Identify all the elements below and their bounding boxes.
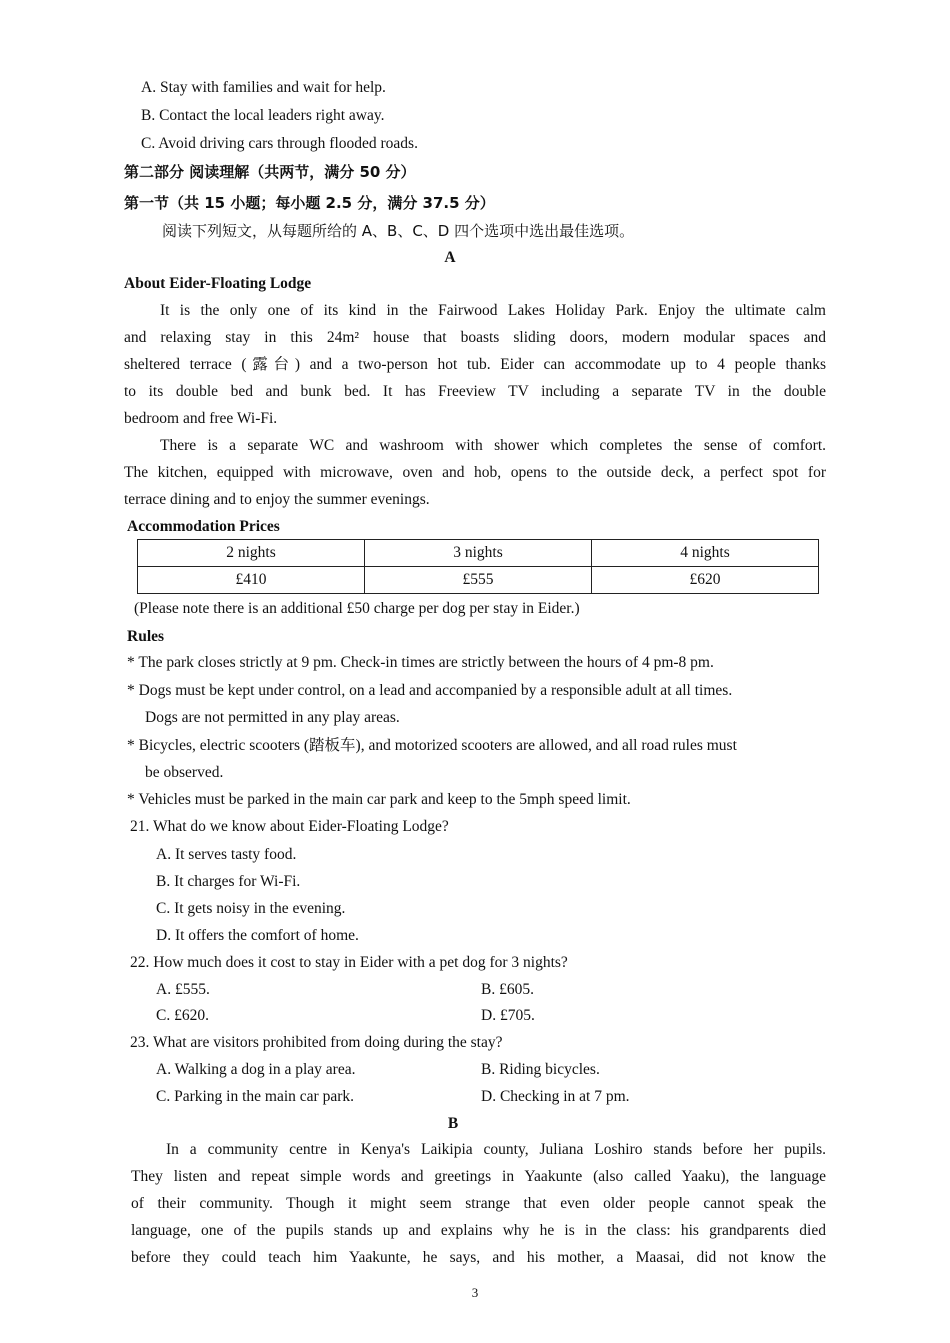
question-22-option: A. £555. <box>156 981 210 998</box>
question-23-option: D. Checking in at 7 pm. <box>481 1088 630 1105</box>
question-21-option: D. It offers the comfort of home. <box>156 927 359 944</box>
passage-b-line: They listen and repeat simple words and greetings in Yaakunte (also called Yaaku), the language <box>131 1168 826 1185</box>
price-table-cell: 3 nights <box>365 540 592 567</box>
rule-item: * The park closes strictly at 9 pm. Check-in times are strictly between the hours of 4 pm-8 pm. <box>127 654 714 671</box>
question-22-option: B. £605. <box>481 981 534 998</box>
question-23-stem: 23. What are visitors prohibited from doing during the stay? <box>130 1034 503 1051</box>
para2-line: The kitchen, equipped with microwave, oven and hob, opens to the outside deck, a perfect spot for <box>124 464 826 481</box>
price-table-cell: 4 nights <box>592 540 819 567</box>
passage-b-line: language, one of the pupils stands up and explains why he is in the class: his grandparents died <box>131 1222 826 1239</box>
question-21-stem: 21. What do we know about Eider-Floating Lodge? <box>130 818 449 835</box>
para1-line: bedroom and free Wi-Fi. <box>124 410 278 427</box>
passage-b-line: before they could teach him Yaakunte, he says, and his mother, a Maasai, did not know the <box>131 1249 826 1266</box>
rule-item: * Dogs must be kept under control, on a lead and accompanied by a responsible adult at all times. <box>127 682 733 699</box>
para2-line: terrace dining and to enjoy the summer evenings. <box>124 491 430 508</box>
continuation-option-a: A. Stay with families and wait for help. <box>141 79 386 96</box>
prices-heading: Accommodation Prices <box>127 518 280 535</box>
para1-line: sheltered terrace (露台) and a two-person hot tub. Eider can accommodate up to 4 people thanks <box>124 356 826 373</box>
price-note: (Please note there is an additional £50 charge per dog per stay in Eider.) <box>134 600 580 617</box>
rule-item-continued: Dogs are not permitted in any play areas. <box>145 709 400 726</box>
section-heading: 第一节（共 15 小题；每小题 2.5 分，满分 37.5 分） <box>124 194 495 212</box>
part-heading: 第二部分 阅读理解（共两节，满分 50 分） <box>124 163 416 181</box>
question-21-option: A. It serves tasty food. <box>156 846 297 863</box>
question-22-option: D. £705. <box>481 1007 535 1024</box>
question-23-option: C. Parking in the main car park. <box>156 1088 355 1105</box>
rule-item: * Vehicles must be parked in the main car park and keep to the 5mph speed limit. <box>127 791 631 808</box>
rules-heading: Rules <box>127 628 165 645</box>
passage-a-letter: A <box>444 249 456 266</box>
question-22-stem: 22. How much does it cost to stay in Eider with a pet dog for 3 nights? <box>130 954 568 971</box>
para1-line: and relaxing stay in this 24m² house that boasts sliding doors, modern modular spaces and <box>124 329 826 346</box>
question-21-option: B. It charges for Wi-Fi. <box>156 873 301 890</box>
rule-item: * Bicycles, electric scooters (踏板车), and motorized scooters are allowed, and all road rules must <box>127 737 737 754</box>
price-table-value-row <box>138 567 819 594</box>
passage-b-line: of their community. Though it might seem strange that even older people cannot speak the <box>131 1195 826 1212</box>
question-23-option: A. Walking a dog in a play area. <box>156 1061 356 1078</box>
para1-line: It is the only one of its kind in the Fairwood Lakes Holiday Park. Enjoy the ultimate calm <box>160 302 826 319</box>
passage-a-title: About Eider-Floating Lodge <box>124 275 312 292</box>
price-table-cell: £410 <box>138 567 365 594</box>
question-23-option: B. Riding bicycles. <box>481 1061 600 1078</box>
continuation-option-c: C. Avoid driving cars through flooded roads. <box>141 135 418 152</box>
price-table-header-row <box>138 540 819 567</box>
page-number: 3 <box>471 1285 479 1300</box>
question-22-option: C. £620. <box>156 1007 209 1024</box>
question-21-option: C. It gets noisy in the evening. <box>156 900 346 917</box>
passage-b-line: In a community centre in Kenya's Laikipia county, Juliana Loshiro stands before her pupils. <box>166 1141 826 1158</box>
price-table <box>137 539 819 594</box>
price-table-cell: 2 nights <box>138 540 365 567</box>
price-table-cell: £555 <box>365 567 592 594</box>
passage-b-letter: B <box>447 1115 459 1132</box>
instructions: 阅读下列短文，从每题所给的 A、B、C、D 四个选项中选出最佳选项。 <box>162 222 635 240</box>
price-table-cell: £620 <box>592 567 819 594</box>
para1-line: to its double bed and bunk bed. It has Freeview TV including a separate TV in the double <box>124 383 826 400</box>
rule-item-continued: be observed. <box>145 764 224 781</box>
continuation-option-b: B. Contact the local leaders right away. <box>141 107 385 124</box>
para2-line: There is a separate WC and washroom with shower which completes the sense of comfort. <box>160 437 826 454</box>
